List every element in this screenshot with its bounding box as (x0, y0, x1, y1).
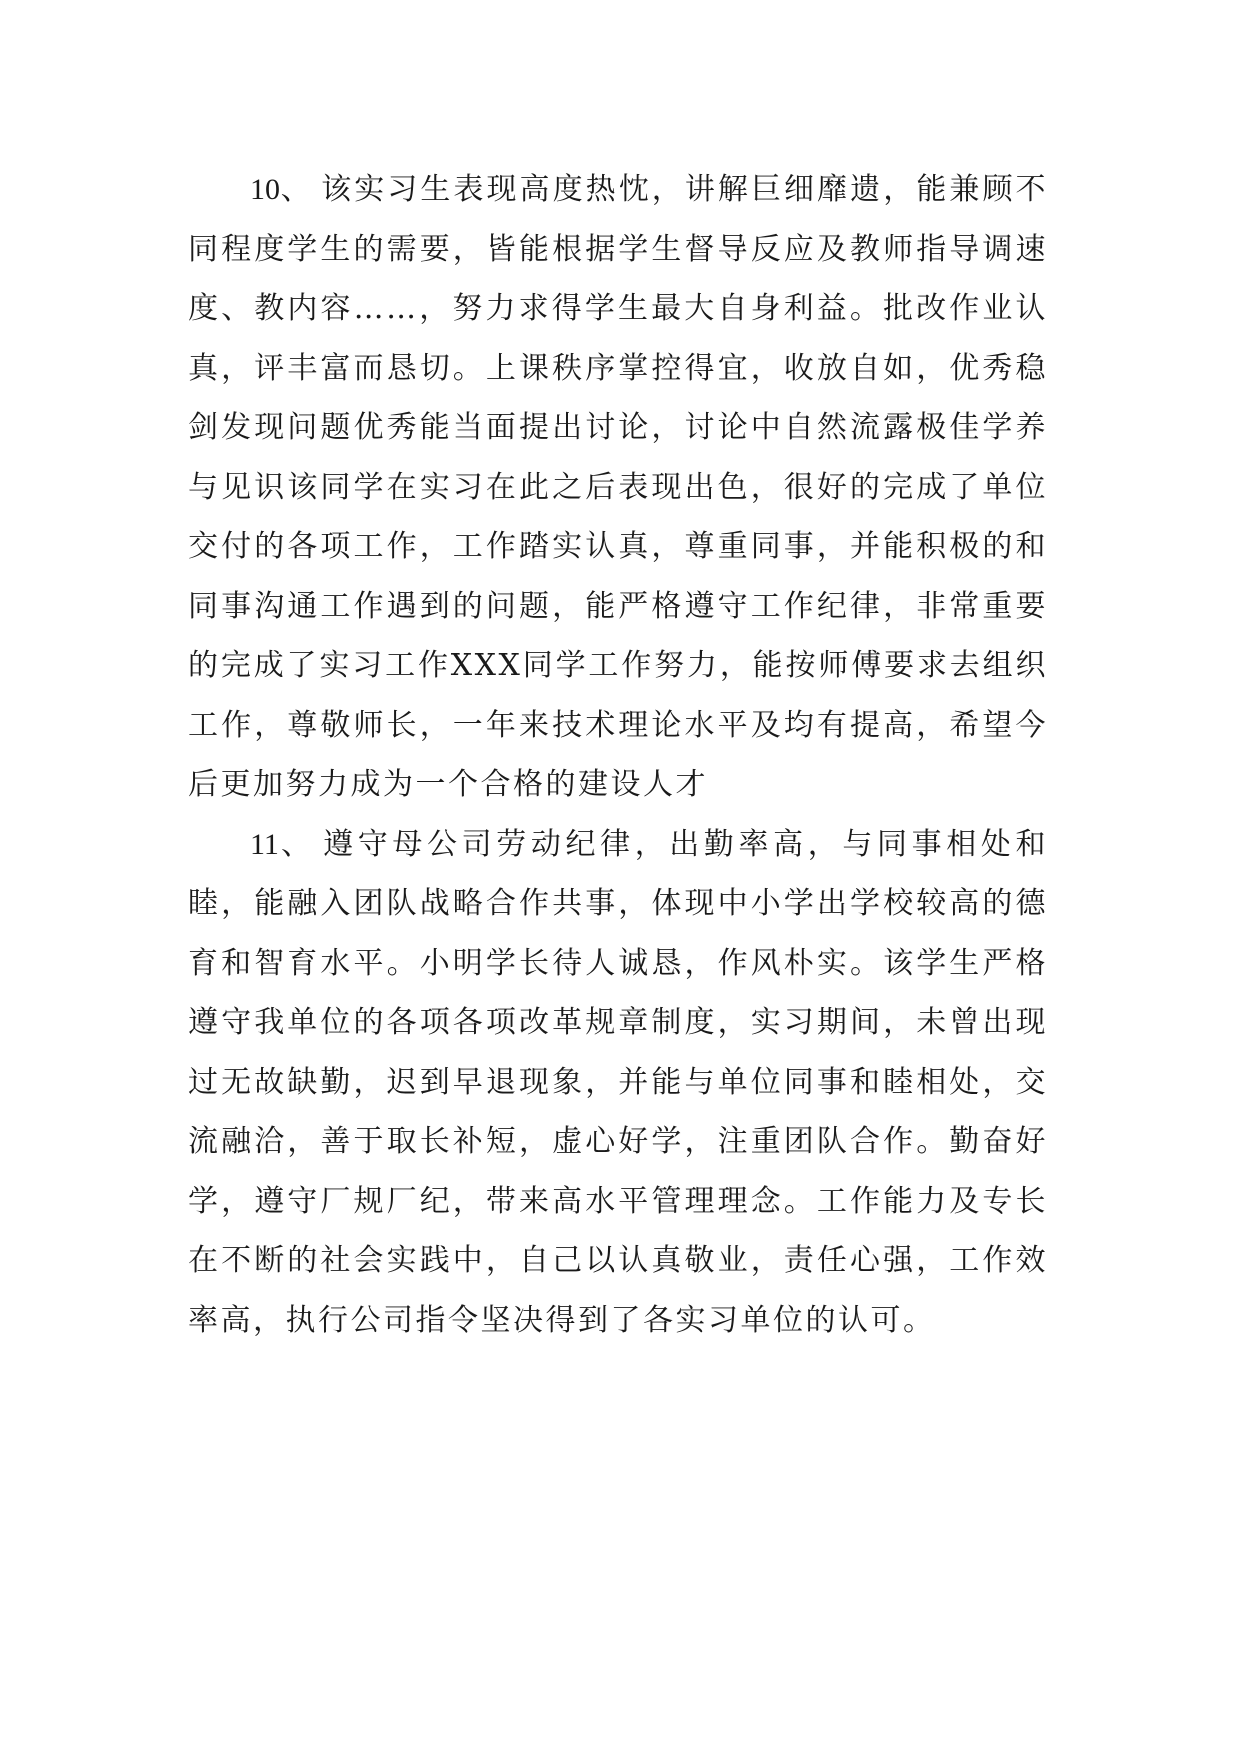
paragraph-number: 10、 (250, 173, 312, 206)
paragraph-11 (188, 815, 1048, 1351)
paragraph-10 (188, 160, 1048, 815)
document-body (188, 160, 1048, 1350)
paragraph-text: 遵守母公司劳动纪律，出勤率高，与同事相处和睦，能融入团队战略合作共事，体现中小学出学校较高的德育和智育水平。小明学长待人诚恳，作风朴实。该学生严格遵守我单位的各项各项改革规章制度，实习期间，未曾出现过无故缺勤，迟到早退现象，并能与单位同事和睦相处，交流融洽，善于取长补短，虚心好学，注重团队合作。勤奋好学，遵守厂规厂纪，带来高水平管理理念。工作能力及专长在不断的社会实践中，自己以认真敬业，责任心强，工作效率高，执行公司指令坚决得到了各实习单位的认可。 (188, 826, 1048, 1338)
paragraph-number: 11、 (250, 827, 314, 861)
paragraph-text: 该实习生表现高度热忱，讲解巨细靡遗，能兼顾不同程度学生的需要，皆能根据学生督导反应及教师指导调速度、教内容……，努力求得学生最大自身利益。批改作业认真，评丰富而恳切。上课秩序掌控得宜，收放自如，优秀稳剑发现问题优秀能当面提出讨论，讨论中自然流露极佳学养与见识该同学在实习在此之后表现出色，很好的完成了单位交付的各项工作，工作踏实认真，尊重同事，并能积极的和同事沟通工作遇到的问题，能严格遵守工作纪律，非常重要的完成了实习工作XXX同学工作努力，能按师傅要求去组织工作，尊敬师长，一年来技术理论水平及均有提高，希望今后更加努力成为一个合格的建设人才 (188, 172, 1049, 802)
